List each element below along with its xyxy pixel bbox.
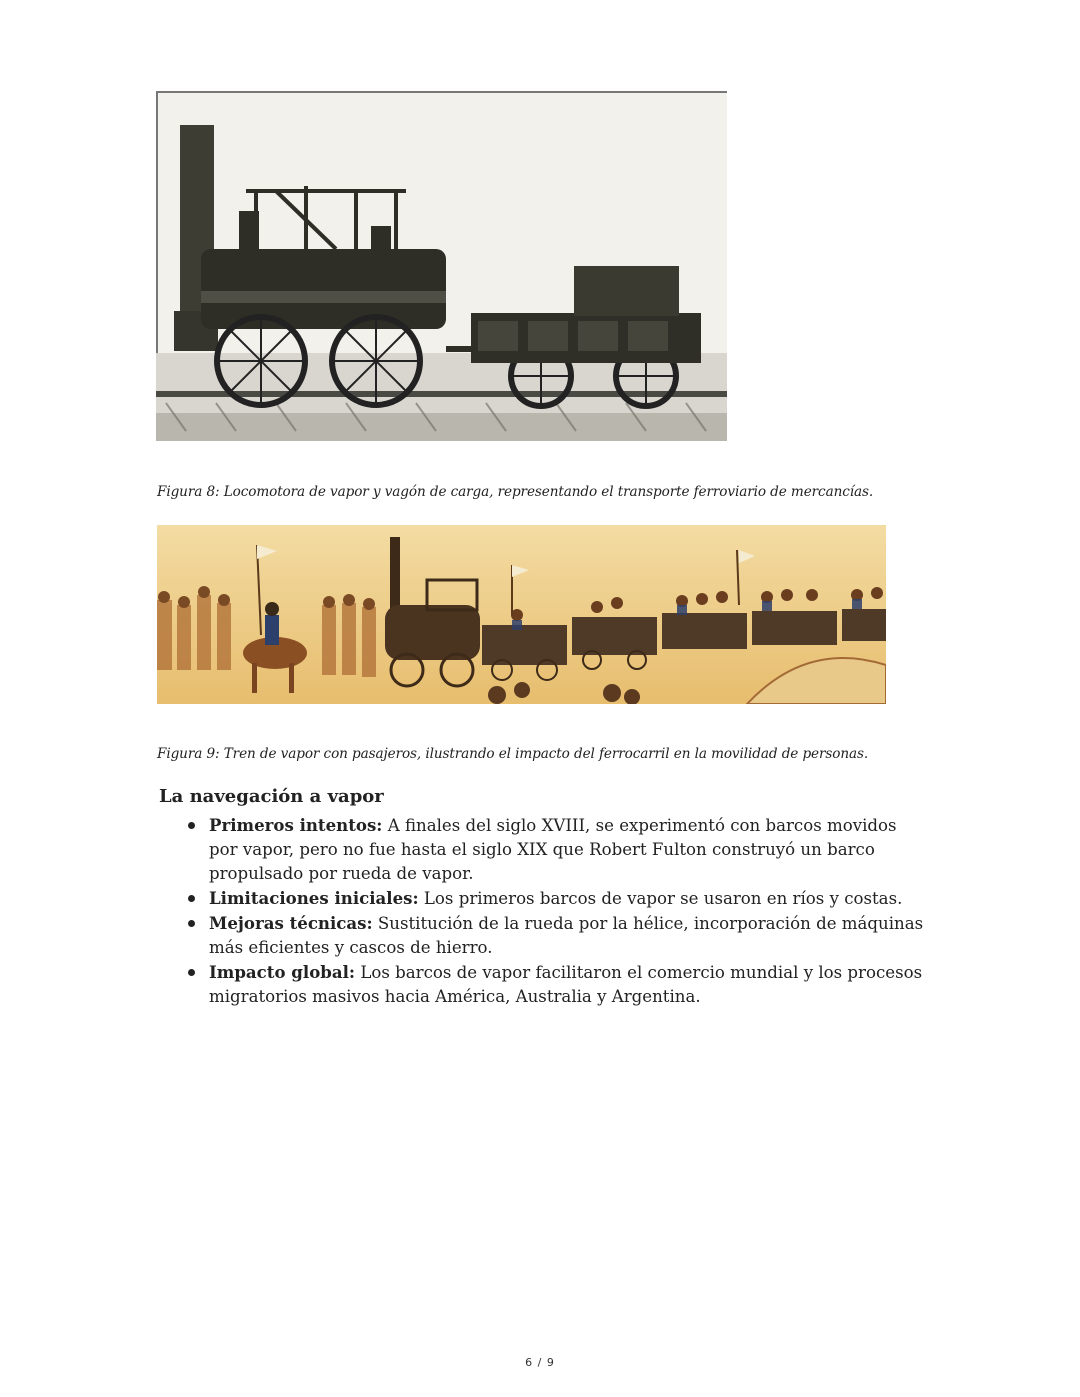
item-text: A finales del siglo XVIII, se experimentó con barcos movidos por vapor, pero no fue hasta el siglo XIX que Robert Fulton construyó un barco propulsado por rueda de vapor.: [209, 816, 897, 883]
item-text: Los barcos de vapor facilitaron el comercio mundial y los procesos migratorios masivos hacia América, Australia y Argentina.: [209, 963, 923, 1006]
bullet-icon: [188, 920, 195, 927]
item-text: Sustitución de la rueda por la hélice, incorporación de máquinas más eficientes y cascos de hierro.: [209, 914, 924, 957]
locomotive-figure-image: [156, 91, 727, 441]
item-text: Los primeros barcos de vapor se usaron en ríos y costas.: [418, 889, 903, 908]
list-item: [160, 813, 930, 886]
bullet-list: [160, 813, 930, 1009]
figure-8-caption: Figura 8: Locomotora de vapor y vagón de carga, representando el transporte ferroviario de mercancías.: [157, 484, 874, 500]
list-item: [160, 960, 930, 1009]
figure-9-caption: Figura 9: Tren de vapor con pasajeros, ilustrando el impacto del ferrocarril en la movilidad de personas.: [157, 746, 869, 762]
item-term: Limitaciones iniciales:: [209, 888, 419, 908]
bullet-icon: [188, 969, 195, 976]
item-term: Mejoras técnicas:: [209, 913, 373, 933]
passenger-train-figure-image: [157, 525, 886, 704]
bullet-icon: [188, 822, 195, 829]
item-term: Primeros intentos:: [209, 815, 383, 835]
bullet-icon: [188, 895, 195, 902]
section-heading: La navegación a vapor: [159, 786, 384, 807]
item-term: Impacto global:: [209, 962, 356, 982]
list-item: [160, 911, 930, 960]
page-number: 6 / 9: [525, 1356, 555, 1369]
list-item: [160, 886, 930, 911]
